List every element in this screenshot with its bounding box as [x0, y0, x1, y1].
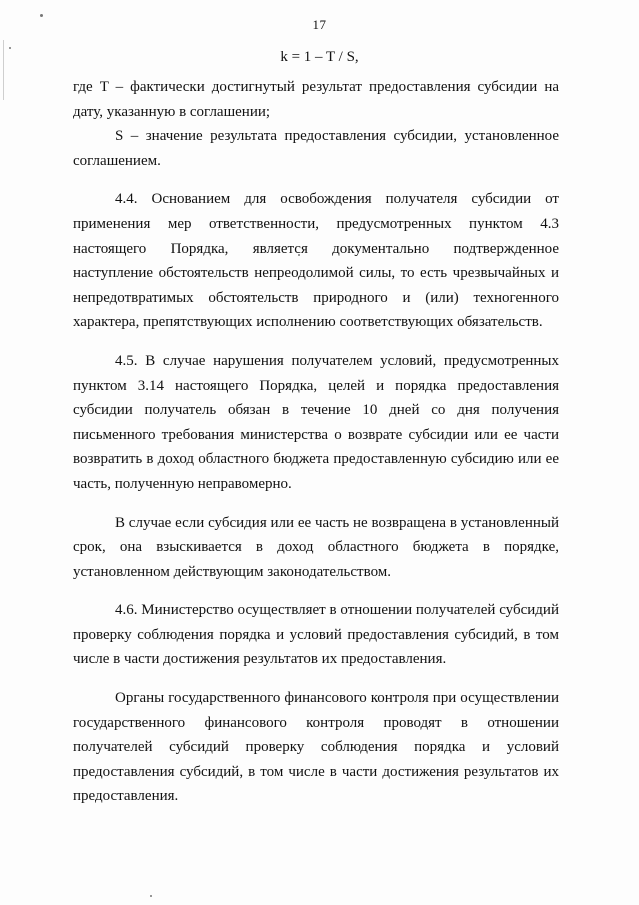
page-number: 17	[312, 17, 327, 32]
paragraph-financial-control: Органы государственного финансового контроля при осуществлении государственного финансового контроля проводят в отношении получателей субсидий проверку соблюдения порядка и условий предоставления субсидий, в том числе в части достижения результатов их предоставления.	[73, 690, 559, 805]
paragraph-4-6: 4.6. Министерство осуществляет в отношении получателей субсидий проверку соблюдения порядка и условий предоставления субсидий, в том числе в части достижения результатов их предоставления.	[73, 602, 559, 668]
paragraph-4-5: 4.5. В случае нарушения получателем условий, предусмотренных пунктом 3.14 настоящего Порядка, целей и порядка предоставления субсидии получатель обязан в течение 10 дней со дня получения письменного требования министерства о возврате субсидии или ее части возвратить в доход областного бюджета предоставленную субсидию или ее часть, полученную неправомерно.	[73, 352, 559, 492]
paragraph-t-definition: где T – фактически достигнутый результат предоставления субсидии на дату, указанную в соглашении;	[73, 79, 559, 120]
paragraph-4-4: 4.4. Основанием для освобождения получателя субсидии от применения мер ответственности, предусмотренных пунктом 4.3 настоящего Порядка, является документально подтвержденное наступление обстоятельств непреодолимой силы, то есть чрезвычайных и непредотвратимых обстоятельств природного и (или) техногенного характера, препятствующих исполнению соответствующих обязательств.	[73, 191, 559, 331]
document-body	[73, 75, 559, 823]
formula: k = 1 – T / S,	[280, 49, 359, 65]
paragraph-refund: В случае если субсидия или ее часть не возвращена в установленный срок, она взыскивается в доход областного бюджета в порядке, установленном действующим законодательством.	[73, 514, 559, 580]
paragraph-s-definition: S – значение результата предоставления субсидии, установленное соглашением.	[73, 128, 559, 169]
scan-speck	[150, 895, 152, 897]
